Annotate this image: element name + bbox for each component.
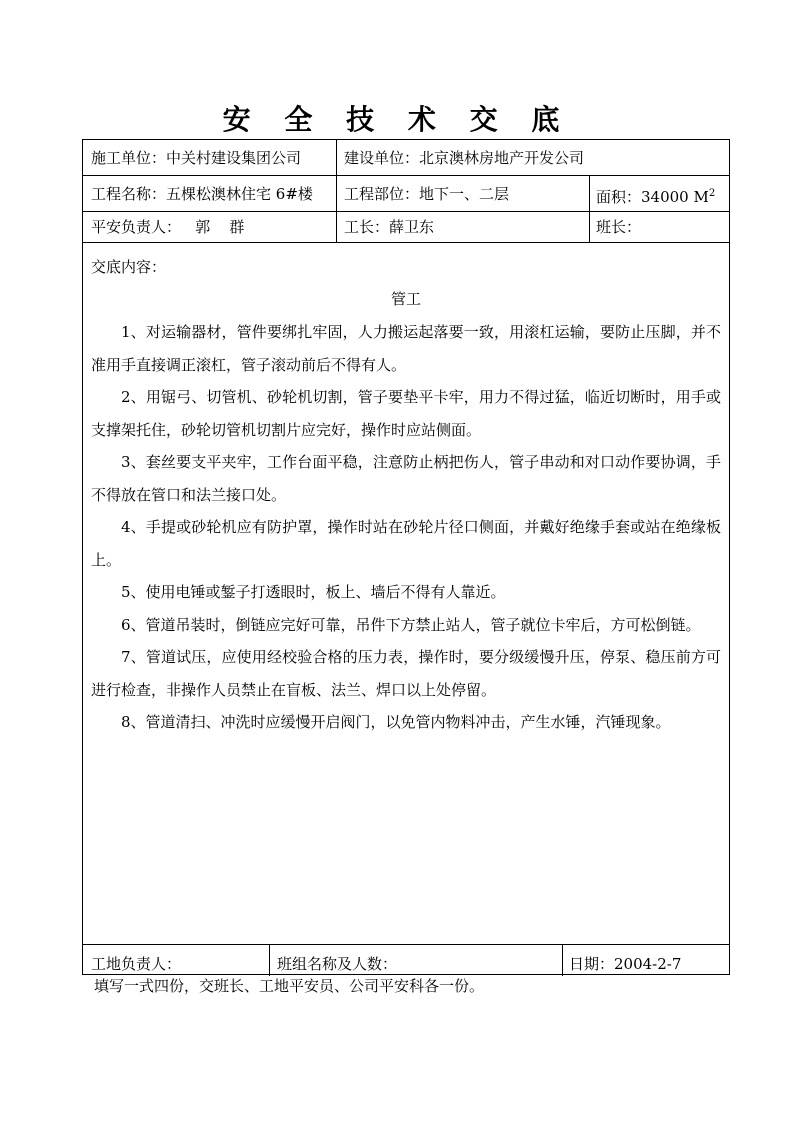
construction-unit: 施工单位：中关村建设集团公司 [91, 149, 302, 167]
foreman: 工长：薛卫东 [344, 218, 435, 236]
disclosure-table [82, 139, 730, 975]
column-divider [336, 140, 337, 242]
paragraph-item: 7、管道试压，应使用经校验合格的压力表，操作时，要分级缓慢升压，停泵、稳压前方可进行检查，非操作人员禁止在盲板、法兰、焊口以上处停留。 [91, 648, 721, 699]
row-divider [83, 211, 729, 212]
paragraph-item: 6、管道吊装时，倒链应完好可靠，吊件下方禁止站人，管子就位卡牢后，方可松倒链。 [121, 615, 701, 634]
paragraph-item: 1、对运输器材，管件要绑扎牢固，人力搬运起落要一致，用滚杠运输，要防止压脚，并不准用手直接调正滚杠，管子滚动前后不得有人。 [91, 323, 721, 374]
team-name-count: 班组名称及人数： [277, 955, 398, 973]
disclosure-paragraphs [91, 316, 721, 739]
area-unit-exponent: 2 [708, 188, 716, 199]
section-title: 管工 [390, 290, 421, 308]
column-divider [269, 944, 270, 976]
project-name: 工程名称：五棵松澳林住宅 6#楼 [91, 185, 313, 203]
paragraph-item: 5、使用电锤或錾子打透眼时，板上、墙后不得有人靠近。 [121, 583, 506, 601]
paragraph-item: 3、套丝要支平夹牢，工作台面平稳，注意防止柄把伤人，管子串动和对口动作要协调，手不得放在管口和法兰接口处。 [91, 453, 721, 504]
project-part: 工程部位：地下一、二层 [344, 185, 510, 203]
site-manager: 工地负责人： [91, 955, 182, 973]
column-divider [589, 175, 590, 242]
paragraph-item: 2、用锯弓、切管机、砂轮机切割，管子要垫平卡牢，用力不得过猛，临近切断时，用手或支撑架托住，砂轮切管机切割片应完好，操作时应站侧面。 [91, 388, 721, 439]
date: 日期：2004-2-7 [569, 955, 682, 973]
paragraph-item: 4、手提或砂轮机应有防护罩，操作时站在砂轮片径口侧面，并戴好绝缘手套或站在绝缘板上。 [91, 518, 721, 569]
document-title: 安 全 技 术 交 底 [222, 103, 572, 136]
column-divider [562, 944, 563, 976]
team-leader: 班长： [596, 218, 642, 236]
area-value: 面积：34000 M [596, 188, 709, 206]
row-divider [83, 944, 729, 945]
area [596, 184, 715, 207]
content-label: 交底内容： [91, 258, 167, 276]
building-unit: 建设单位：北京澳林房地产开发公司 [344, 149, 585, 167]
footnote: 填写一式四份，交班长、工地平安员、公司平安科各一份。 [94, 977, 485, 995]
row-divider [83, 242, 729, 243]
paragraph-item: 8、管道清扫、冲洗时应缓慢开启阀门，以免管内物料冲击，产生水锤，汽锤现象。 [121, 713, 671, 731]
row-divider [83, 175, 729, 176]
safety-officer: 平安负责人： 郭 群 [91, 218, 245, 236]
